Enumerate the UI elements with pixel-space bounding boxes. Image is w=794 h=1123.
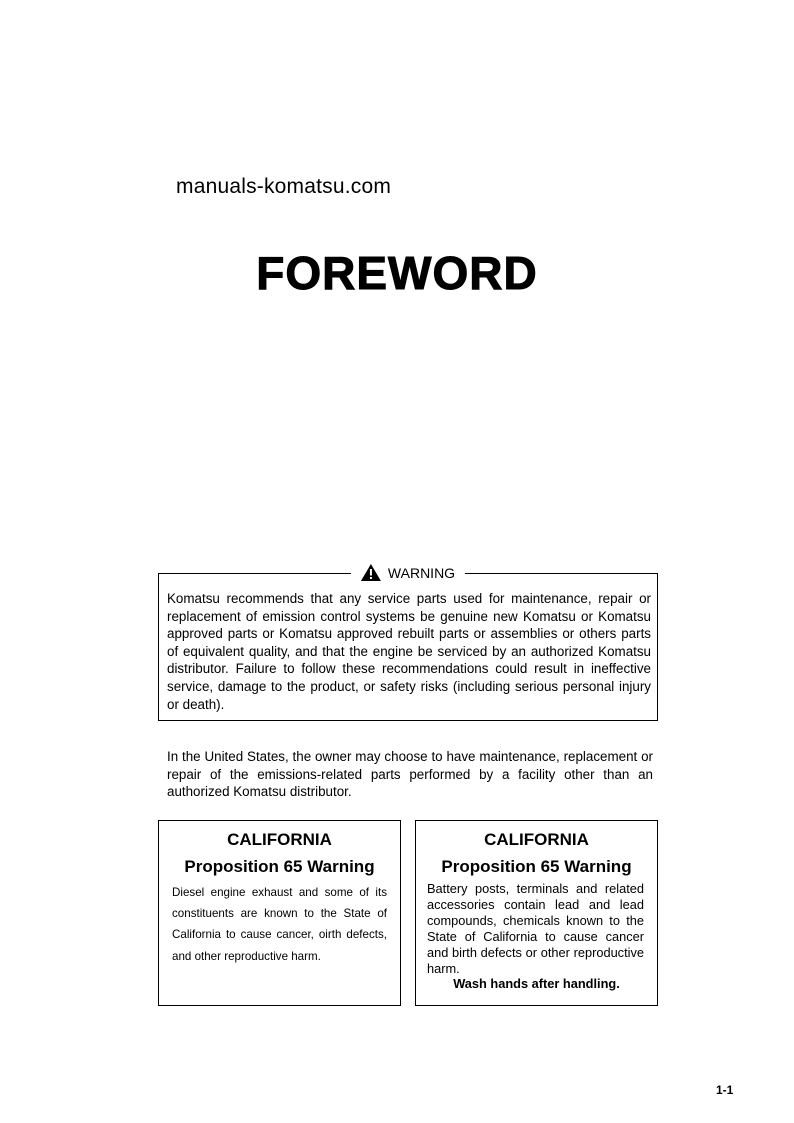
prop65-battery-text: Battery posts, terminals and related accessories contain lead and lead compounds, chemicals known to the State of California to cause cancer and birth defects or other reproductive harm. bbox=[427, 881, 644, 977]
warning-label: WARNING bbox=[387, 564, 456, 581]
warning-triangle-icon bbox=[361, 564, 381, 581]
us-owner-note: In the United States, the owner may choose to have maintenance, replacement or repair of the emissions-related parts performed by a facility other than an authorized Komatsu distributor. bbox=[167, 749, 653, 800]
prop65-exhaust-heading: CALIFORNIA bbox=[227, 830, 332, 849]
prop65-exhaust-subheading: Proposition 65 Warning bbox=[184, 857, 375, 876]
page-title: FOREWORD bbox=[256, 247, 538, 299]
warning-text: Komatsu recommends that any service parts used for maintenance, repair or replacement of emission control systems be genuine new Komatsu or Komatsu approved parts or Komatsu approved rebuilt parts or assemblies or others parts of equivalent quality, and that the engine be serviced by an authorized Komatsu distributor. Failure to follow these recommendations could result in ineffective service, damage to the product, or safety risks (including serious personal injury or death). bbox=[167, 591, 651, 712]
site-name: manuals-komatsu.com bbox=[176, 175, 392, 198]
prop65-battery-heading: CALIFORNIA bbox=[484, 830, 589, 849]
prop65-battery-box bbox=[415, 820, 658, 1006]
prop65-exhaust-box bbox=[158, 820, 401, 1006]
warning-header bbox=[351, 564, 465, 581]
warning-box bbox=[158, 564, 658, 721]
page-number: 1-1 bbox=[716, 1083, 734, 1097]
prop65-battery-subheading: Proposition 65 Warning bbox=[441, 857, 632, 876]
prop65-exhaust-text: Diesel engine exhaust and some of its constituents are known to the State of California to cause cancer, oirth defects, and other reproductive harm. bbox=[172, 886, 387, 963]
prop65-battery-footer: Wash hands after handling. bbox=[453, 976, 620, 991]
